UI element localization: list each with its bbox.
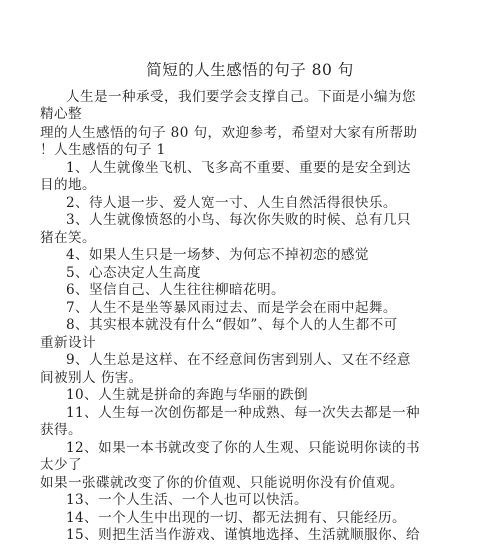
text-line: 2、待人退一步、爱人宽一寸、人生自然活得很快乐。 [66, 195, 397, 211]
text-line: 14、一个人生中出现的一切、都无法拥有、只能经历。 [66, 510, 406, 526]
text-line: 获得。 [40, 422, 82, 438]
text-line: 精心整 [40, 106, 82, 122]
text-line: 1、人生就像坐飞机、飞多高不重要、重要的是安全到达 [66, 160, 411, 176]
text-line: 间被别人 伤害。 [40, 370, 143, 386]
text-line: 如果一张碟就改变了你的价值观、只能说明你没有价值观。 [40, 475, 404, 491]
text-line: 13、一个人生活、一个人也可以快活。 [66, 492, 308, 508]
text-line: 目的地。 [40, 177, 96, 193]
text-line: 4、如果人生只是一场梦、为何忘不掉初恋的感觉 [66, 247, 369, 263]
text-line: 12、如果一本书就改变了你的人生观、只能说明你读的书 [66, 440, 420, 456]
text-line: 理的人生感悟的句子 80 句，欢迎参考，希望对大家有所帮助 [40, 125, 418, 141]
text-line: 6、坚信自己、人生往往柳暗花明。 [66, 282, 285, 298]
text-line: 重新设计 [40, 335, 96, 351]
text-line: 7、人生不是坐等暴风雨过去、而是学会在雨中起舞。 [66, 300, 397, 316]
text-line: 15、则把生活当作游戏、谨慎地选择、生活就顺服你、给 [66, 527, 420, 543]
text-line: 9、人生总是这样、在不经意间伤害到别人、又在不经意 [66, 352, 411, 368]
text-line: 5、心态决定人生高度 [66, 265, 201, 281]
text-line: 3、人生就像愤怒的小鸟、每次你失败的时候、总有几只 [66, 212, 411, 228]
text-line: 10、人生就是拼命的奔跑与华丽的跌倒 [66, 387, 308, 403]
text-line: 11、人生每一次创伤都是一种成熟、每一次失去都是一种 [66, 405, 420, 421]
text-line: 猪在笑。 [40, 230, 96, 246]
document-title: 简短的人生感悟的句子 80 句 [146, 61, 354, 79]
text-line: 人生是一种承受，我们要学会支撑自己。下面是小编为您 [66, 89, 416, 105]
text-line: 8、其实根本就没有什么“假如”、每个人的人生都不可 [66, 317, 398, 333]
text-line: ！人生感悟的句子 1 [40, 142, 166, 158]
text-line: 太少了 [40, 457, 82, 473]
